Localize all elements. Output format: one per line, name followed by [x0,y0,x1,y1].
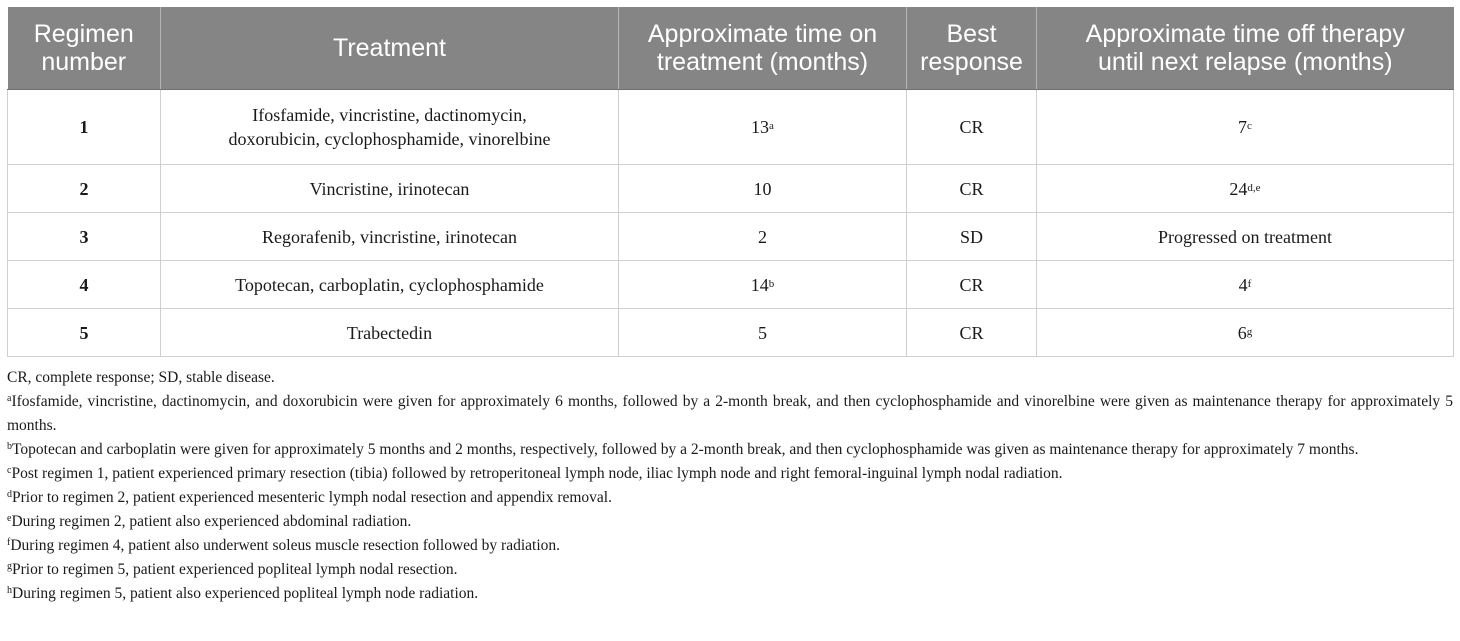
header-time-off-therapy: Approximate time off therapy until next relapse (months) [1037,7,1454,90]
time-off-cell: 24$^{d,e}$ [1037,165,1454,213]
time-on-cell: 13$^a$ [619,90,907,165]
footnote-d: $^d$Prior to regimen 2, patient experienced mesenteric lymph nodal resection and appendix removal. [7,489,612,506]
regimen-number-cell: 2 [8,165,161,213]
header-regimen-number: Regimen number [8,7,161,90]
footnote-ref: g [1246,325,1253,338]
header-time-on-treatment: Approximate time on treatment (months) [619,7,907,90]
time-on-cell: 5 [619,309,907,357]
treatment-cell: Regorafenib, vincristine, irinotecan [161,213,619,261]
response-cell: SD [907,213,1037,261]
footnote-h: $^h$During regimen 5, patient also experienced popliteal lymph node radiation. [7,585,479,602]
response-cell: CR [907,261,1037,309]
regimen-number-cell: 3 [8,213,161,261]
time-on-cell: 10 [619,165,907,213]
treatment-cell: Vincristine, irinotecan [161,165,619,213]
header-treatment: Treatment [161,7,619,90]
table-row [8,165,1454,213]
regimen-table-container [7,7,1453,357]
regimen-number-cell: 4 [8,261,161,309]
time-on-cell: 2 [619,213,907,261]
table-footnotes [7,366,1453,606]
time-off-cell: 7$^c$ [1037,90,1454,165]
table-row [8,213,1454,261]
regimen-table [7,7,1454,357]
treatment-cell: Ifosfamide, vincristine, dactinomycin, doxorubicin, cyclophosphamide, vinorelbine [161,90,619,165]
time-on-cell: 14$^b$ [619,261,907,309]
footnote-f: $^f$During regimen 4, patient also underwent soleus muscle resection followed by radiation. [7,537,561,554]
abbreviations-note: CR, complete response; SD, stable disease. [7,369,275,386]
time-off-cell: 6$^g$ [1037,309,1454,357]
response-cell: CR [907,90,1037,165]
header-best-response: Best response [907,7,1037,90]
regimen-number-cell: 1 [8,90,161,165]
footnote-e: $^e$During regimen 2, patient also experienced abdominal radiation. [7,513,412,530]
footnote-ref: d,e [1247,181,1261,194]
footnote-b: $^b$Topotecan and carboplatin were given for approximately 5 months and 2 months, respectively, followed by a 2-month break, and then cyclophosphamide was given as maintenance therapy for approximately 7 months. [7,441,1359,458]
regimen-number-cell: 5 [8,309,161,357]
footnote-ref: b [768,277,775,290]
table-row [8,261,1454,309]
footnote-a: $^a$Ifosfamide, vincristine, dactinomycin, and doxorubicin were given for approximately 6 months, followed by a 2-month break, and then cyclophosphamide and vinorelbine were given as maintenance therapy for approximately 5 months. [7,393,1453,434]
footnote-ref: f [1247,277,1252,290]
footnote-ref: c [1247,120,1252,132]
table-row [8,90,1454,165]
table-row [8,309,1454,357]
footnote-g: $^g$Prior to regimen 5, patient experienced popliteal lymph nodal resection. [7,561,458,578]
treatment-cell: Topotecan, carboplatin, cyclophosphamide [161,261,619,309]
footnote-ref: a [769,120,774,132]
table-header-row [8,7,1454,90]
time-off-cell: Progressed on treatment [1037,213,1454,261]
footnote-c: $^c$Post regimen 1, patient experienced primary resection (tibia) followed by retroperitoneal lymph node, iliac lymph node and right femoral-inguinal lymph nodal radiation. [7,465,1063,482]
treatment-cell: Trabectedin [161,309,619,357]
response-cell: CR [907,165,1037,213]
time-off-cell: 4$^f$ [1037,261,1454,309]
response-cell: CR [907,309,1037,357]
